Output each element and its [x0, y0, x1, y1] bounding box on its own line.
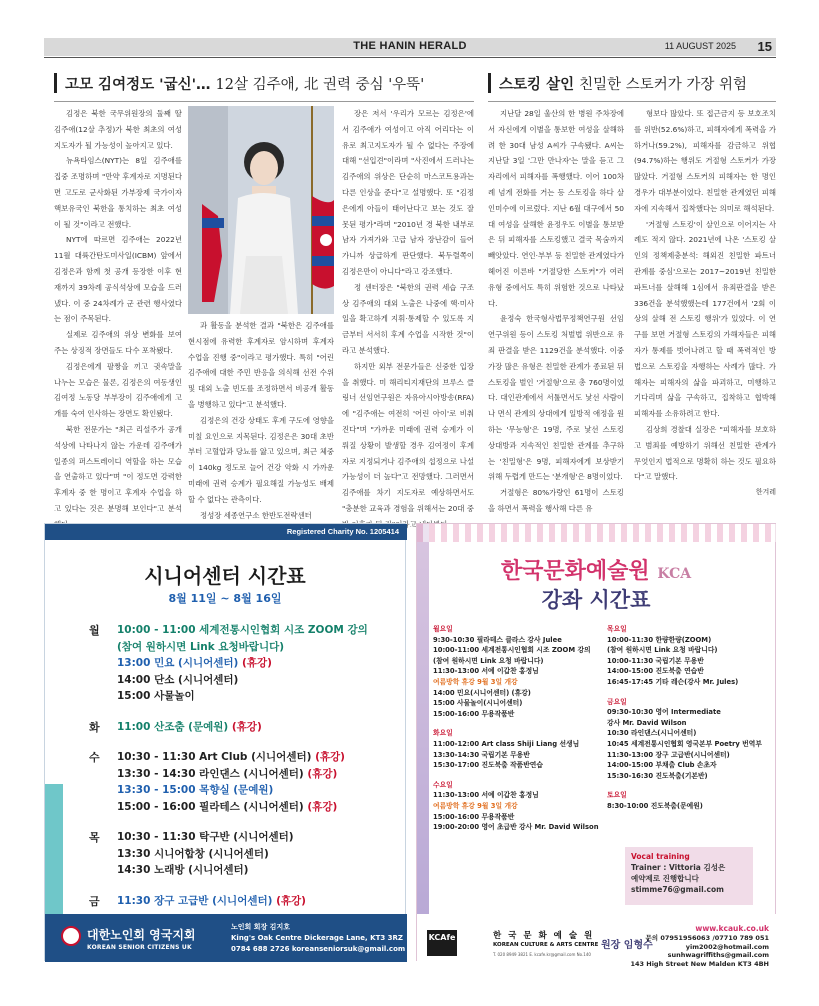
article-credit: 한겨레: [755, 488, 776, 497]
article-paragraph: 실제로 김주애의 위상 변화를 보여주는 상징적 장면들도 다수 포착됐다.: [54, 330, 182, 355]
schedule-item: 15:00 - 16:00 필라테스 (시니어센터) (휴강): [117, 800, 338, 813]
article-paragraph: 정성장 세종연구소 한반도전략센터: [200, 510, 312, 520]
kca-class-line: 09:30-10:30 영어 Intermediate: [607, 708, 721, 717]
kca-class-line: 11:00-12:00 Art class Shiji Liang 선생님: [433, 739, 580, 748]
paper-name: THE HANIN HERALD: [353, 40, 467, 52]
header-rule: [44, 57, 776, 58]
kca-ad: [416, 523, 776, 968]
senior-contact-address: King's Oak Centre Dickerage Lane, KT3 3RZ: [231, 934, 403, 942]
schedule-item: 13:00 민요 (시니어센터) (휴강): [117, 657, 272, 669]
kca-org-name-ko: 한 국 문 화 예 술 원: [493, 931, 595, 941]
kca-class-line: 13:30-14:30 국립기본 무용반: [433, 750, 530, 759]
kca-class-line: 여름방학 휴강 9월 3일 개강: [433, 677, 518, 686]
schedule-item: 10:30 - 11:30 Art Club (시니어센터) (휴강): [117, 751, 345, 763]
kca-org-small: T. 020 8949 3821 E. kcafe.kr@gmail.com No.140: [493, 952, 591, 957]
kca-class-line: 10:45 세계전통시인협회 영국본부 Poetry 번역부: [607, 739, 762, 748]
korean-senior-seal-icon: [61, 926, 81, 946]
kcafe-logo: KCAfe: [427, 930, 457, 956]
headline-marker: [54, 73, 57, 93]
article2-headline: [488, 66, 747, 100]
schedule-item: 14:30 노래방 (시니어센터): [117, 864, 249, 876]
article-paragraph: 김정은 북한 국무위원장의 둘째 딸 김주애(12살 추정)가 북한 최초의 여성 지도자가 될 가능성이 높아지고 있다.: [54, 109, 182, 150]
kca-class-line: 15:00-16:00 무용작품반: [433, 709, 515, 718]
article1-column-1: [54, 106, 182, 516]
decorative-ornament: [417, 524, 777, 542]
schedule-item: 13:30 - 14:30 라인댄스 (시니어센터) (휴강): [117, 767, 338, 780]
kca-schedule-right: [607, 624, 762, 821]
kca-class-line: 10:00-11:30 국립기본 무용반: [607, 656, 704, 665]
kca-day-heading: 월요일: [433, 625, 453, 633]
senior-date-range: 8월 11일 ~ 8월 16일: [168, 592, 282, 605]
article-paragraph: 과 활동을 분석한 결과 "북한은 김주애를 현시점에 유력한 후계자로 암시하며 후계자 수업을 진행 중"이라고 평가했다. 특히 "어린 김주애에 대한 주민 반응을 의식해 선전 수위 및 대외 노출 빈도를 조정하면서 비공개 활동을 병행하고 있다"고 분석했다.: [188, 321, 334, 409]
kca-contact-info: [630, 934, 769, 968]
article2-headline-rest: 친밀한 스토커가 가장 위험: [579, 76, 747, 93]
kca-title: [417, 554, 775, 585]
kca-info-line: sunhwagriffiths@gmail.com: [667, 951, 769, 960]
article1-headline-bold: 고모 김여정도 '굽신'…: [65, 76, 211, 93]
kca-day-heading: 화요일: [433, 729, 453, 738]
schedule-item: 13:30 시니어합창 (시니어센터): [117, 847, 269, 860]
schedule-item: 11:30 장구 고급반 (시니어센터) (휴강): [117, 894, 306, 907]
kca-class-line: 14:00-15:00 진도북춤 연습반: [607, 667, 704, 676]
article2-headline-bold: 스토킹 살인: [499, 76, 575, 93]
schedule-day-label: 금: [89, 894, 100, 908]
article-paragraph: 형보다 많았다. 또 접근금지 등 보호조치를 위반(52.6%)하고, 피해자에게 폭력을 가하거나(59.2%), 피해자를 감금하고 위협(94.7%)하는 행위도 거절형 스토커가 가장 많았다. 거절형 스토커의 피해자는 한 명인 경우가 대부분이었다. 친밀한 관계였던 피해자에 지속해서 집착했다는 의미로 해석된다.: [634, 109, 776, 213]
kca-class-line: 11:30-13:00 장구 고급반(시니어센터): [607, 750, 730, 759]
schedule-day-label: 목: [89, 831, 100, 844]
vocal-training-line: 예약제로 진행합니다: [631, 874, 699, 883]
kca-director: 원장 임형수: [601, 940, 653, 951]
kca-info-line: 문의 07951956063 /07710 789 051: [645, 934, 769, 942]
kca-class-line: (참여 원하시면 Link 요청 바랍니다): [607, 646, 718, 655]
schedule-item: 13:30 - 15:00 목향실 (문예원): [117, 784, 274, 796]
article-paragraph: 김정은에게 팔짱을 끼고 귓속말을 나누는 모습은 물론, 김정은의 여동생인 김여정 노동당 부부장이 김주애에게 고개를 숙여 인사하는 장면도 확인됐다.: [54, 361, 182, 419]
schedule-item: 10:30 - 11:30 탁구반 (시니어센터): [117, 831, 294, 843]
schedule-item: 11:00 산조춤 (문예원) (휴강): [117, 720, 262, 733]
kca-day-heading: 토요일: [607, 791, 627, 800]
kca-class-line: 10:00-11:30 한량한량(ZOOM): [607, 635, 712, 644]
kca-class-line: 16:45-17:45 기타 레슨(강사 Mr. Jules): [607, 677, 739, 686]
article1-headline: [54, 66, 424, 100]
kca-subtitle: 강좌 시간표: [541, 587, 651, 612]
page-number: 15: [757, 39, 772, 54]
article-paragraph: NYT에 따르면 김주애는 2022년 11월 대륙간탄도미사일(ICBM) 앞에서 김정은과 함께 첫 공개 등장한 이후 현재까지 39차례 공식석상에 모습을 드러냈다. 이 중 24차례가 군 관련 행사였다는 점이 주목된다.: [54, 235, 182, 324]
article-paragraph: '거절형 스토킹'이 살인으로 이어지는 사례도 적지 않다. 2021년에 나온 '스토킹 살인의 정책제충분석: 해외진 친밀한 파트너 관계를 중심'으로는 2017~2019년 친밀한 파트너를 살해해 1심에서 유죄판결을 받은 336건을 분석했했는데 177건에서 '2회 이상의 살해 전 스토킹 행위'가 있었다. 이 연구를 보면 거절형 스토킹의 가해자들은 피해자가 통제를 벗어나려고 할 때 폭력적인 방법으로 스토킹을 자행하는 사례가 많다. 가해자는 피해자의 삶을 파괴하고, 미행하고 기다리며 삶을 구속하고, 집착하고 협박해 피해자를 소유하려고 한다.: [634, 219, 776, 419]
article1-column-3: [342, 106, 474, 516]
article-paragraph: 하지만 외부 전문가들은 신중한 입장을 취했다. 미 해리티지재단의 브루스 클링너 선임연구원은 자유아시아방송(RFA)에 "김주애는 여전히 '어린 아이'로 비춰진다"며 "가까운 미래에 권력 승계가 이뤄질 상황이 발생할 경우 김여정이 후계자로 지정되거나 김주애의 섭정으로 나설 가능성이 더 높다"고 전망했다. 그러면서 김주애를 차기 지도자로 예상하면서도 "충분한 교육과 경험을 위해서는 20대 중: [342, 361, 474, 513]
kca-class-line: 강사 Mr. David Wilson: [607, 718, 687, 727]
kca-info-line: 143 High Street New Malden KT3 4BH: [630, 959, 769, 968]
article-paragraph: 뉴욕타임스(NYT)는 8일 김주애를 집중 조명하며 "만약 후계자로 지명된다면 고도로 군사화된 가부장제 국가이자 핵보유국인 북한을 통치하는 최초 여성이 될 것"이라고 전했다.: [54, 156, 182, 229]
kca-class-line: 여름방학 휴강 9월 3일 개강: [433, 801, 518, 810]
vocal-training-title: Vocal training: [631, 852, 690, 861]
kca-schedule-left: [433, 624, 599, 842]
kca-org-name-en: KOREAN CULTURE & ARTS CENTRE: [493, 942, 599, 948]
schedule-day-label: 월: [89, 624, 100, 637]
schedule-item: 10:00 - 11:00 세계전통시인협회 시조 ZOOM 강의: [117, 624, 368, 636]
vocal-training-box: [625, 847, 753, 905]
senior-org-sub: KOREAN SENIOR CITIZENS UK: [87, 944, 192, 951]
kca-class-line: 11:30-13:00 서예 이갑찬 홍정님: [433, 791, 539, 800]
page-header: [44, 38, 776, 56]
senior-contact-tel: 0784 688 2726 koreanseniorsuk@gmail.com: [231, 945, 406, 953]
article-paragraph: 김정은의 건강 상태도 후계 구도에 영향을 미칠 요인으로 지목된다. 김정은은 30대 초반부터 고혈압과 당뇨를 앓고 있으며, 최근 체중이 140kg 정도로 늘어 건강 악화 시 가까운 미래에 권력 승계가 필요해질 가능성도 배제할 수 없다는 관측이다.: [188, 415, 334, 504]
schedule-item: (참여 원하시면 Link 요청바랍니다): [117, 640, 285, 653]
kca-title-en: KCA: [657, 566, 692, 582]
kca-class-line: 8:30-10:00 진도북춤(문예원): [607, 801, 703, 810]
kca-class-line: 19:00-20:00 영어 초급반 강사 Mr. David Wilson: [433, 823, 599, 832]
article-paragraph: 장은 저서 '우리가 모르는 김정은'에서 김주애가 여성이고 아직 어리다는 이유로 최고지도자가 될 수 없다는 주장에 대해 "선입견"이라며 "사진에서 드러나는 김주애의 위상은 단순히 마스코트용과는 다른 인상을 준다"고 설명했다. 또 "김정은에게 아들이 태어난다고 보는 것도 잘못된 평가"라며 "2010년 경 북한 내부로 남자 가져가와 고급 남자 장난감이 들어가니까 상급하게 판단했다. 북두렬쪽이 김정은만이 아니다"라고 강조했다.: [342, 109, 474, 276]
article-paragraph: 거절형은 80%가량인 61명이 스토킹을 하면서 폭력을 행사해 다른 유: [488, 488, 624, 513]
schedule-day-label: 수: [89, 751, 100, 764]
article2-column-2: [634, 106, 776, 516]
kca-day-heading: 금요일: [607, 697, 627, 706]
article2-rule: [488, 101, 776, 102]
kca-day-heading: 목요일: [607, 625, 627, 633]
article-paragraph: 북한 전문가는 "최근 리설주가 공개석상에 나타나지 않는 가운데 김주애가 일종의 퍼스트레이디 역할을 하는 모습을 연출하고 있다"며 "이 정도면 강력한 후계자 중 한 명이고 후계자 수업을 하고 있다는 것은 분명해 보인다"고 분석: [54, 424, 182, 513]
kca-info-line: yim2002@hotmail.com: [685, 942, 769, 951]
decorative-stripe: [45, 784, 63, 914]
article-paragraph: 지난달 28일 울산의 한 병원 주차장에서 자신에게 이별을 통보한 여성을 살해하려 한 30대 남성 A씨가 구속됐다. A씨는 지난달 3일 '그만 만나자'는 말을 듣고 그 자리에서 피해자를 폭행했다. 이어 100차례 넘게 전화를 거는 등 스토킹을 하다 살인미수에 이르렀다. 지난 6월 대구에서 50대 여성을 살해한 윤정우도 이별을 통보받은 뒤 피해자를 스토킹했고 결국 목숨까지 빼앗았다. 연인·부부 등 친밀한 관계였다가 헤어진 이른바 "거절당한 스토커"가 여러 유형 중에서도 특히 위험한 것으로 나타났다.: [488, 109, 624, 308]
senior-timetable-title: 시니어센터 시간표: [144, 564, 306, 588]
headline-marker: [488, 73, 491, 93]
charity-number: Registered Charity No. 1205414: [45, 524, 407, 540]
kca-day-heading: 수요일: [433, 780, 453, 789]
kca-class-line: 15:30-17:00 진도북춤 작품반연습: [433, 761, 543, 770]
kca-class-line: 14:00-15:00 부채춤 Club 손초자: [607, 761, 717, 770]
kca-class-line: 15:00-16:00 무용작품반: [433, 812, 515, 821]
kca-class-line: (참여 원하시면 Link 요청 바랍니다): [433, 656, 544, 665]
vocal-training-line: Trainer : Vittoria 김성은: [631, 863, 726, 872]
senior-contact-name: 노인회 회장 김지호: [231, 923, 290, 931]
senior-contact: [231, 922, 405, 955]
kca-title-ko: 한국문화예술원: [500, 558, 650, 584]
kca-class-line: 14:00 민요(시니어센터) (휴강): [433, 688, 531, 697]
article-paragraph: 윤정숙 한국형사법무정책연구원 선임연구위원 등이 스토킹 처벌법 위반으로 유죄 판결을 받은 1129건을 분석했다. 이중 가장 많은 유형은 친밀한 관계가 종료된 뒤 스토킹을 벌인 '거절형'으로 총 760명이었다. 대인관계에서 서툴면서도 낯선 사람이나 면식 관계의 상대에게 일방적 애정을 원하는 '무능형'은 19명, 주로 낯선 스토킹 상대방과 지속적인 친밀한 관계를 추구하는 '친밀형'은 9명, 피해자에게 보상받기 위해 두렵게 만드는 '분개형'은 8명이었다.: [488, 314, 624, 482]
schedule-item: 15:00 사물놀이: [117, 690, 195, 702]
issue-date: 11 AUGUST 2025: [664, 41, 736, 51]
article-photo: [188, 106, 334, 314]
schedule-day-label: 화: [89, 720, 100, 734]
senior-org-name: 대한노인회 영국지회: [87, 928, 196, 942]
article1-rule: [54, 101, 474, 102]
kca-class-line: 15:30-16:30 진도북춤(기본반): [607, 771, 708, 780]
senior-ad-footer: [45, 914, 407, 962]
article-paragraph: 정 센터장은 "북한의 권력 세습 구조상 김주애의 대외 노출은 나중에 핵·미사일을 확고하게 지휘·통제할 수 있도록 지금부터 서서히 후계 수업을 시작한 것"이라고 분석했다.: [342, 282, 474, 355]
kca-class-line: 9:30-10:30 필라테스 클라스 강사 Julee: [433, 635, 562, 644]
senior-center-ad: [44, 523, 406, 961]
kca-class-line: 10:00-11:00 세계전통시인협회 시조 ZOOM 강의: [433, 646, 591, 655]
kca-class-line: 10:30 라인댄스(시니어센터): [607, 729, 697, 738]
article1-headline-rest: 12살 김주애, 北 권력 중심 '우뚝': [215, 76, 425, 93]
article1-column-2: [188, 318, 334, 520]
kca-website: www.kcauk.co.uk: [695, 924, 769, 933]
article2-column-1: [488, 106, 624, 516]
kca-class-line: 11:30-13:00 서예 이갑찬 홍정님: [433, 667, 539, 676]
schedule-item: 14:00 단소 (시니어센터): [117, 673, 239, 686]
vocal-training-line: stimme76@gmail.com: [631, 885, 724, 894]
article-paragraph: 김상희 경찰대 실장은 "피해자를 보호하고 범죄를 예방하기 위해선 친밀한 관계가 무엇인지 법적으로 명확히 하는 것도 필요하다"고 말했다.: [634, 424, 776, 482]
kca-class-line: 15:00 사물놀이(시니어센터): [433, 699, 523, 708]
kim-juae-photo-illustration: [188, 106, 334, 314]
